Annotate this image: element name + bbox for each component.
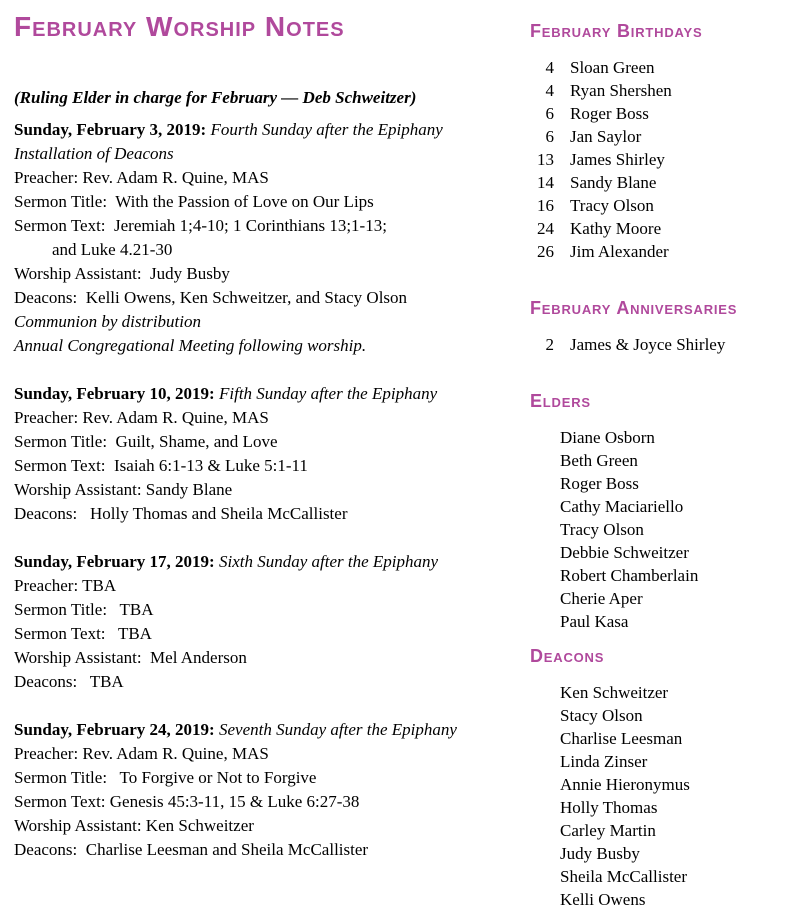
deacons-heading: Deacons xyxy=(530,646,605,666)
deacon-name: Annie Hieronymus xyxy=(560,775,690,794)
birthday-day: 4 xyxy=(545,81,554,100)
service-line: Deacons: Holly Thomas and Sheila McCallister xyxy=(14,504,348,523)
elders-heading: Elders xyxy=(530,391,591,411)
service-block-feb-3 xyxy=(14,118,516,358)
birthday-day: 26 xyxy=(537,242,554,261)
service-header xyxy=(14,382,516,406)
birthday-row xyxy=(530,171,794,194)
service-subtitle: Sixth Sunday after the Epiphany xyxy=(218,552,439,571)
deacon-name: Kelli Owens xyxy=(560,890,646,909)
service-header xyxy=(14,118,516,142)
service-line: Annual Congregational Meeting following worship. xyxy=(14,336,367,355)
deacon-name: Holly Thomas xyxy=(560,798,658,817)
elder-name: Cathy Maciariello xyxy=(560,497,684,516)
service-date: Sunday, February 24, 2019: xyxy=(14,720,219,739)
deacon-name: Sheila McCallister xyxy=(560,867,688,886)
birthday-name: Ryan Shershen xyxy=(570,81,672,100)
birthday-row xyxy=(530,240,794,263)
birthdays-section xyxy=(530,20,794,263)
deacons-list xyxy=(530,681,794,911)
birthdays-heading: February Birthdays xyxy=(530,21,703,41)
birthday-row xyxy=(530,125,794,148)
elder-name: Robert Chamberlain xyxy=(560,566,699,585)
service-line: Preacher: Rev. Adam R. Quine, MAS xyxy=(14,744,269,763)
birthday-name: Jim Alexander xyxy=(570,242,669,261)
birthday-row xyxy=(530,102,794,125)
birthday-name: Sloan Green xyxy=(570,58,655,77)
elder-name: Diane Osborn xyxy=(560,428,655,447)
birthday-row xyxy=(530,194,794,217)
service-line: Installation of Deacons xyxy=(14,144,174,163)
service-line: Worship Assistant: Sandy Blane xyxy=(14,480,233,499)
anniversary-day: 2 xyxy=(545,335,554,354)
birthday-name: Kathy Moore xyxy=(570,219,662,238)
service-subtitle: Seventh Sunday after the Epiphany xyxy=(218,720,457,739)
birthday-day: 13 xyxy=(537,150,554,169)
service-line: Sermon Text: Genesis 45:3-11, 15 & Luke 6:27-38 xyxy=(14,792,360,811)
deacon-name: Charlise Leesman xyxy=(560,729,683,748)
service-date: Sunday, February 10, 2019: xyxy=(14,384,219,403)
service-line: Preacher: Rev. Adam R. Quine, MAS xyxy=(14,408,269,427)
service-line: Sermon Text: Isaiah 6:1-13 & Luke 5:1-11 xyxy=(14,456,308,475)
birthday-day: 4 xyxy=(545,58,554,77)
elder-name: Roger Boss xyxy=(560,474,639,493)
service-line: Deacons: Charlise Leesman and Sheila McCallister xyxy=(14,840,369,859)
worship-notes-column xyxy=(14,8,516,911)
service-line: Preacher: Rev. Adam R. Quine, MAS xyxy=(14,168,269,187)
elder-name: Debbie Schweitzer xyxy=(560,543,689,562)
anniversaries-heading: February Anniversaries xyxy=(530,298,738,318)
service-subtitle: Fifth Sunday after the Epiphany xyxy=(218,384,438,403)
deacon-name: Stacy Olson xyxy=(560,706,643,725)
service-line: Worship Assistant: Judy Busby xyxy=(14,264,230,283)
deacon-name: Carley Martin xyxy=(560,821,656,840)
deacons-section xyxy=(530,645,794,911)
service-line: Sermon Title: TBA xyxy=(14,600,154,619)
service-line: Worship Assistant: Mel Anderson xyxy=(14,648,247,667)
elders-section xyxy=(530,390,794,633)
deacon-name: Ken Schweitzer xyxy=(560,683,669,702)
birthday-name: James Shirley xyxy=(570,150,665,169)
birthday-name: Tracy Olson xyxy=(570,196,654,215)
service-line: Worship Assistant: Ken Schweitzer xyxy=(14,816,254,835)
service-line: Deacons: Kelli Owens, Ken Schweitzer, and Stacy Olson xyxy=(14,288,408,307)
service-line: Communion by distribution xyxy=(14,312,202,331)
birthday-day: 24 xyxy=(537,219,554,238)
elder-name: Paul Kasa xyxy=(560,612,629,631)
birthday-day: 14 xyxy=(537,173,554,192)
service-line: Sermon Title: Guilt, Shame, and Love xyxy=(14,432,278,451)
service-line: Deacons: TBA xyxy=(14,672,124,691)
elder-name: Beth Green xyxy=(560,451,638,470)
service-line: Preacher: TBA xyxy=(14,576,117,595)
deacon-name: Judy Busby xyxy=(560,844,640,863)
service-subtitle: Fourth Sunday after the Epiphany xyxy=(210,120,443,139)
birthday-day: 6 xyxy=(545,127,554,146)
service-line: Sermon Title: With the Passion of Love on Our Lips xyxy=(14,192,374,211)
service-block-feb-17 xyxy=(14,550,516,694)
birthday-name: Sandy Blane xyxy=(570,173,657,192)
birthday-row xyxy=(530,217,794,240)
birthday-name: Roger Boss xyxy=(570,104,649,123)
service-line: Sermon Text: Jeremiah 1;4-10; 1 Corinthians 13;1-13; xyxy=(14,216,387,235)
anniversary-name: James & Joyce Shirley xyxy=(570,335,726,354)
elders-list xyxy=(530,426,794,633)
service-line: Sermon Title: To Forgive or Not to Forgive xyxy=(14,768,317,787)
birthday-day: 16 xyxy=(537,196,554,215)
birthday-row xyxy=(530,148,794,171)
page-title: February Worship Notes xyxy=(14,11,345,42)
birthday-day: 6 xyxy=(545,104,554,123)
service-line: and Luke 4.21-30 xyxy=(52,240,173,259)
service-date: Sunday, February 3, 2019: xyxy=(14,120,211,139)
service-block-feb-24 xyxy=(14,718,516,862)
ruling-elder-note: (Ruling Elder in charge for February — Deb Schweitzer) xyxy=(14,88,417,107)
deacon-name: Linda Zinser xyxy=(560,752,648,771)
elder-name: Tracy Olson xyxy=(560,520,644,539)
service-header xyxy=(14,718,516,742)
service-line: Sermon Text: TBA xyxy=(14,624,152,643)
service-header xyxy=(14,550,516,574)
service-date: Sunday, February 17, 2019: xyxy=(14,552,219,571)
lists-column xyxy=(516,8,794,911)
anniversaries-section xyxy=(530,297,794,356)
birthday-row xyxy=(530,56,794,79)
birthday-row xyxy=(530,79,794,102)
anniversary-row xyxy=(530,333,794,356)
birthday-name: Jan Saylor xyxy=(570,127,642,146)
elder-name: Cherie Aper xyxy=(560,589,643,608)
service-block-feb-10 xyxy=(14,382,516,526)
